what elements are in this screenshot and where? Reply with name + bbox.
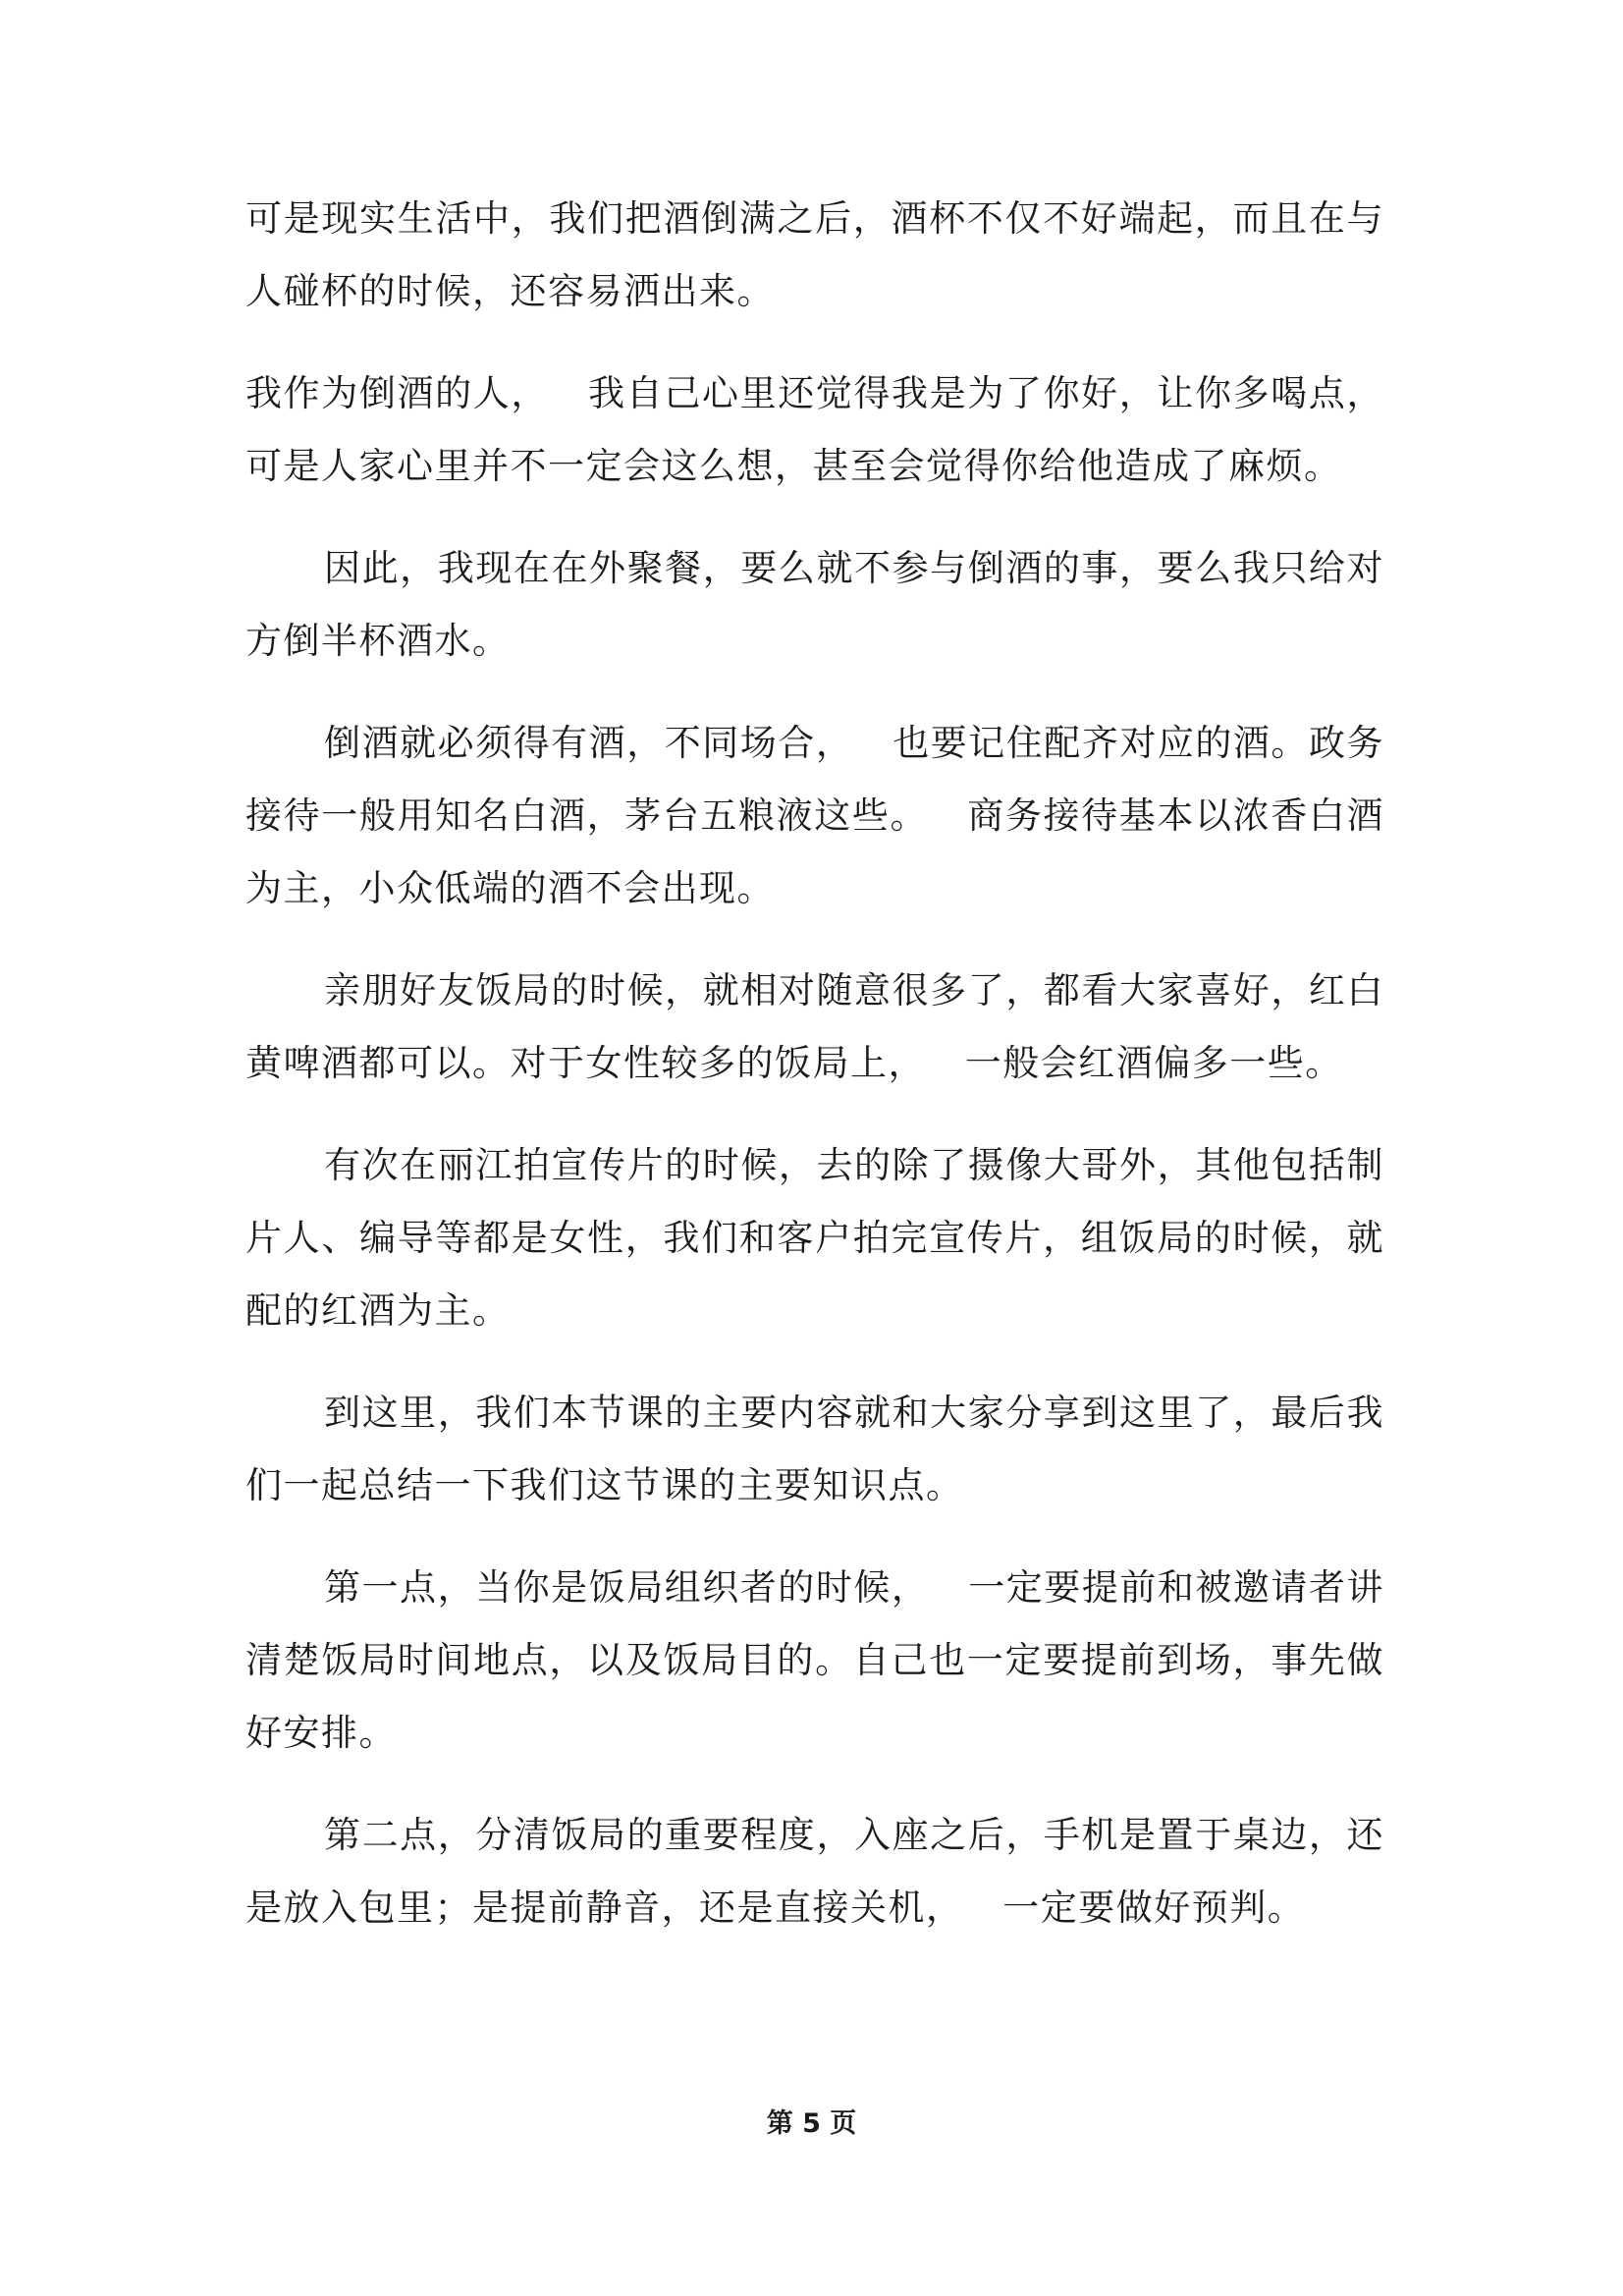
page-number: 第 5 页 bbox=[766, 2108, 857, 2139]
paragraph: 到这里，我们本节课的主要内容就和大家分享到这里了，最后我们一起总结一下我们这节课的主要知识点。 bbox=[245, 1392, 1384, 1506]
paragraph: 因此，我现在在外聚餐，要么就不参与倒酒的事，要么我只给对方倒半杯酒水。 bbox=[245, 547, 1384, 662]
paragraph: 可是现实生活中，我们把酒倒满之后，酒杯不仅不好端起，而且在与人碰杯的时候，还容易洒出来。 bbox=[245, 197, 1384, 312]
document-body bbox=[245, 183, 1384, 1944]
paragraph: 第二点，分清饭局的重要程度，入座之后，手机是置于桌边，还是放入包里；是提前静音，还是直接关机， 一定要做好预判。 bbox=[245, 1814, 1384, 1929]
paragraph: 亲朋好友饭局的时候，就相对随意很多了，都看大家喜好，红白黄啤酒都可以。对于女性较多的饭局上， 一般会红酒偏多一些。 bbox=[245, 969, 1384, 1084]
paragraph: 倒酒就必须得有酒，不同场合， 也要记住配齐对应的酒。政务接待一般用知名白酒，茅台五粮液这些。 商务接待基本以浓香白酒为主，小众低端的酒不会出现。 bbox=[245, 722, 1384, 909]
paragraph: 第一点，当你是饭局组织者的时候， 一定要提前和被邀请者讲清楚饭局时间地点，以及饭局目的。自己也一定要提前到场，事先做好安排。 bbox=[245, 1566, 1384, 1754]
paragraph: 我作为倒酒的人， 我自己心里还觉得我是为了你好，让你多喝点，可是人家心里并不一定会这么想，甚至会觉得你给他造成了麻烦。 bbox=[245, 372, 1384, 487]
paragraph: 有次在丽江拍宣传片的时候，去的除了摄像大哥外，其他包括制片人、编导等都是女性，我们和客户拍完宣传片，组饭局的时候，就配的红酒为主。 bbox=[245, 1144, 1384, 1332]
